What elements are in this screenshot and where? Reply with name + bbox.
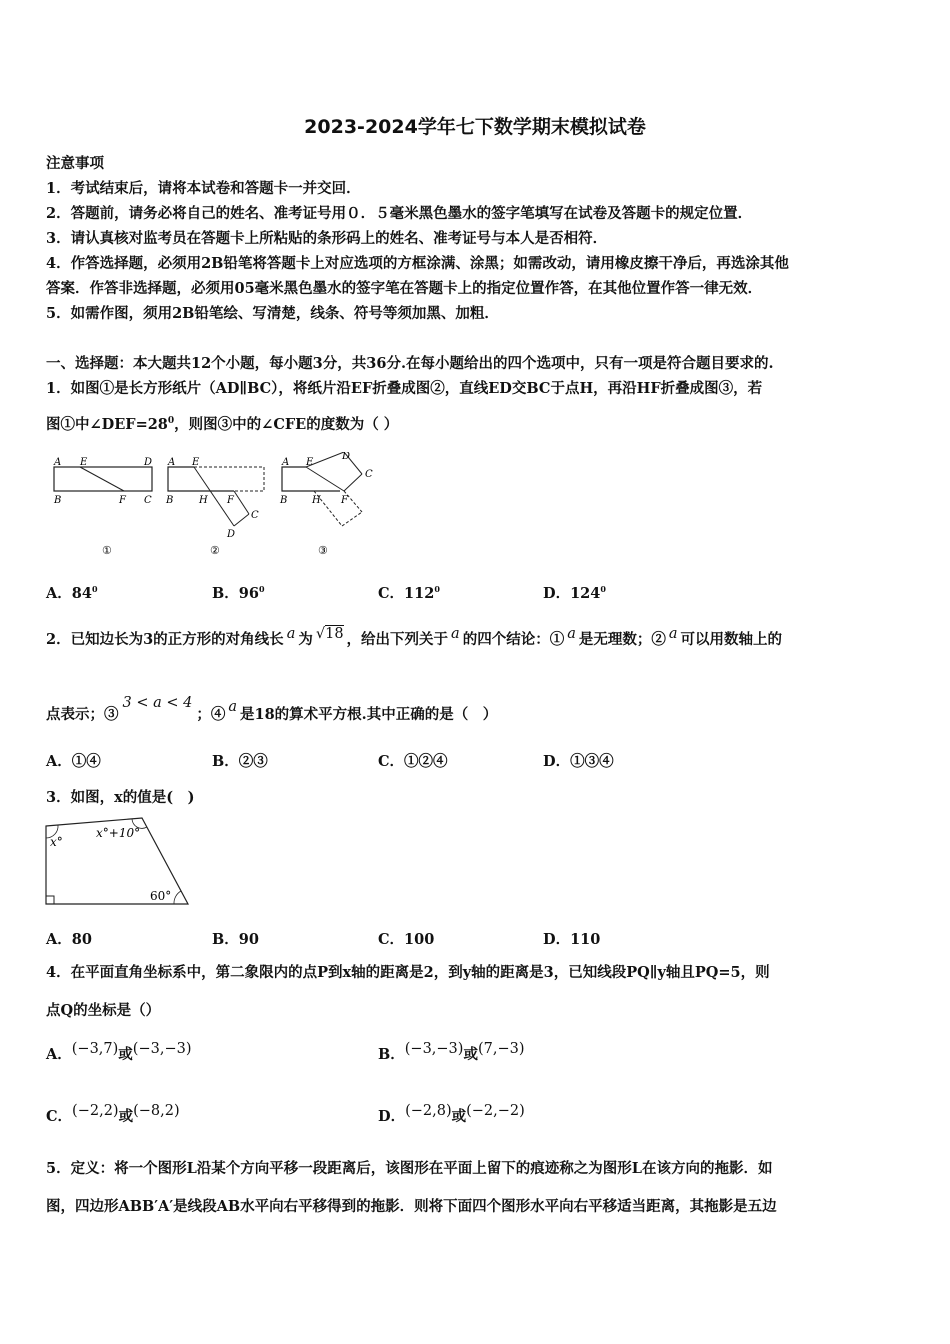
fig2-label: C xyxy=(251,510,259,521)
fig1-label: F xyxy=(119,495,126,506)
fig3-label: F xyxy=(341,495,348,506)
notice-item: 2．答题前，请务必将自己的姓名、准考证号用０．５毫米黑色墨水的签字笔填写在试卷及答题卡的规定位置． xyxy=(46,205,753,222)
angle-label: x°+10° xyxy=(96,826,141,840)
fig1-label: E xyxy=(80,457,88,468)
q3-option-b[interactable]: B．90 xyxy=(212,931,259,948)
fig1-label: A xyxy=(54,457,62,468)
q1-option-c[interactable]: C．$112^0$ xyxy=(378,584,440,602)
fig3-label: C xyxy=(365,469,373,480)
notice-item: 答案．作答非选择题，必须用05毫米黑色墨水的签字笔在答题卡上的指定位置作答，在其他位置作答一律无效． xyxy=(46,280,763,297)
fig1-caption: ① xyxy=(102,544,112,557)
angle-label: 60° xyxy=(150,889,172,903)
notice-item: 1．考试结束后，请将本试卷和答题卡一并交回． xyxy=(46,180,361,197)
page-title: 2023-2024学年七下数学期末模拟试卷 xyxy=(304,116,646,138)
fig2-label: E xyxy=(192,457,200,468)
fig2-label: H xyxy=(199,495,208,506)
notice-item: 4．作答选择题，必须用2B铅笔将答题卡上对应选项的方框涂满、涂黑；如需改动，请用橡皮擦干净后，再选涂其他 xyxy=(46,255,789,272)
fig1-label: D xyxy=(144,457,153,468)
q4-option-c[interactable]: C．(−2,2)或(−8,2) xyxy=(46,1103,180,1125)
q3-option-a[interactable]: A．80 xyxy=(46,931,92,948)
question-1-figures xyxy=(44,452,394,564)
q2-option-b[interactable]: B．②③ xyxy=(212,753,268,770)
q4-option-d[interactable]: D．(−2,8)或(−2,−2) xyxy=(378,1103,525,1125)
fig3-label: D xyxy=(342,452,351,462)
question-2-line2: 点表示；③3 < a < 4；④ a 是18的算术平方根.其中正确的是（ ） xyxy=(46,695,498,723)
q1-option-b[interactable]: B．$96^0$ xyxy=(212,584,265,602)
fig3-label: A xyxy=(282,457,290,468)
question-5-line1: 5．定义：将一个图形L沿某个方向平移一段距离后，该图形在平面上留下的痕迹称之为图形L在该方向的拖影．如 xyxy=(46,1160,773,1177)
question-1-line2: 图①中$\angle DEF=28^0$，则图③中的∠CFE的度数为（ ） xyxy=(46,416,399,433)
q1-option-a[interactable]: A．$84^0$ xyxy=(46,584,98,602)
q2-option-d[interactable]: D．①③④ xyxy=(543,753,614,770)
question-4-line2: 点Q的坐标是（） xyxy=(46,1002,161,1019)
fig2-caption: ② xyxy=(210,544,220,557)
q3-option-d[interactable]: D．110 xyxy=(543,931,601,948)
angle-label: x° xyxy=(50,835,63,849)
notice-heading: 注意事项 xyxy=(46,155,104,172)
q1-option-d[interactable]: D．$124^0$ xyxy=(543,584,606,602)
question-1-line1: 1．如图①是长方形纸片（AD∥BC），将纸片沿EF折叠成图②，直线ED交BC于点H，再沿HF折叠成图③，若 xyxy=(46,380,763,397)
notice-item: 3．请认真核对监考员在答题卡上所粘贴的条形码上的姓名、准考证号与本人是否相符． xyxy=(46,230,608,247)
question-4-line1: 4．在平面直角坐标系中，第二象限内的点P到x轴的距离是2，到y轴的距离是3，已知线段PQ∥y轴且PQ=5，则 xyxy=(46,964,770,981)
fig1-label: B xyxy=(54,495,62,506)
fig3-label: B xyxy=(280,495,288,506)
question-3-text: 3．如图，x的值是( ) xyxy=(46,789,195,806)
fig3-label: E xyxy=(306,457,314,468)
q3-option-c[interactable]: C．100 xyxy=(378,931,435,948)
fig2-label: F xyxy=(227,495,234,506)
fig3-label: H xyxy=(312,495,321,506)
fig3-caption: ③ xyxy=(318,544,328,557)
fig2-label: D xyxy=(227,529,236,540)
fig1-label: C xyxy=(144,495,152,506)
q2-option-c[interactable]: C．①②④ xyxy=(378,753,448,770)
q4-option-a[interactable]: A．(−3,7)或(−3,−3) xyxy=(46,1041,192,1063)
section-heading: 一、选择题：本大题共12个小题，每小题3分，共36分.在每小题给出的四个选项中，只有一项是符合题目要求的. xyxy=(46,355,774,372)
notice-item: 5．如需作图，须用2B铅笔绘、写清楚，线条、符号等须加黑、加粗． xyxy=(46,305,499,322)
sqrt-expression: √18 xyxy=(315,626,344,642)
q4-option-b[interactable]: B．(−3,−3)或(7,−3) xyxy=(378,1041,525,1063)
fig2-label: B xyxy=(166,495,174,506)
question-2-line1: 2．已知边长为3的正方形的对角线长 a 为 √18 ，给出下列关于 a 的四个结论：① a 是无理数；② a 可以用数轴上的 xyxy=(46,626,783,648)
question-5-line2: 图，四边形ABB′A′是线段AB水平向右平移得到的拖影．则将下面四个图形水平向右平移适当距离，其拖影是五边 xyxy=(46,1198,777,1215)
question-3-figure xyxy=(44,814,194,910)
q2-option-a[interactable]: A．①④ xyxy=(46,753,101,770)
fig2-label: A xyxy=(168,457,176,468)
